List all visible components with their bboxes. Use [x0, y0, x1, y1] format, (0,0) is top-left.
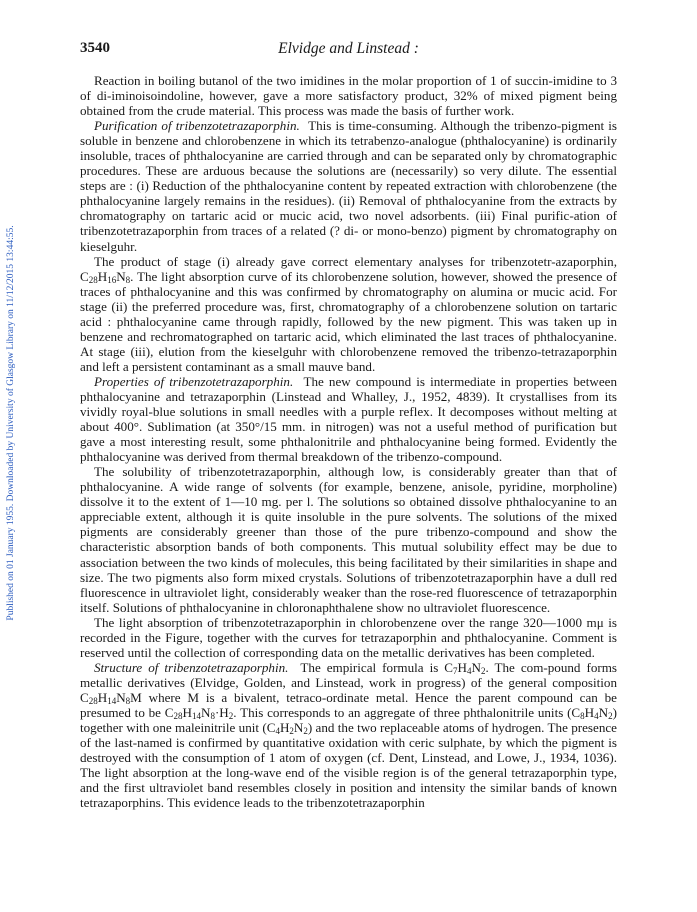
paragraph-3: The product of stage (i) already gave correct elementary analyses for tribenzotetr-azaporphin, $C_{28}H_{16}N_8$. The light absorption curve of its chlorobenzene solution, however, showed the presence of traces of phthalocyanine and this was confirmed by chromatography on alumina or mucic acid. For stage (ii) the preferred procedure was, first, chromatography of a chlorobenzene solution on tartaric acid : phthalocyanine came through rapidly, followed by the new pigment. This was taken up in benzene and rechromatographed on tartaric acid, which eliminated the last traces of phthalocyanine. At stage (iii), elution from the kieselguhr with chlorobenzene removed the tribenzo-tetrazaporphin and left a persistent contaminant as a small mauve band. — [80, 253, 617, 374]
page-header — [80, 40, 617, 60]
section-heading: Structure of tribenzotetrazaporphin. — [94, 659, 289, 675]
paragraph-1: Reaction in boiling butanol of the two imidines in the molar proportion of 1 of succin-imidine to 3 of di-iminoisoindoline, however, gave a more satisfactory product, 32% of mixed pigment being obtained from the crude material. This process was made the basis of further work. — [80, 73, 617, 119]
paragraph-6: The light absorption of tribenzotetrazaporphin in chlorobenzene over the range 320—1000 mμ is recorded in the Figure, together with the curves for tetrazaporphin and phthalocyanine. Comment is reserved until the collection of corresponding data on the metallic derivatives has been completed. — [80, 614, 617, 660]
section-heading: Properties of tribenzotetrazaporphin. — [94, 373, 294, 389]
download-watermark — [2, 95, 20, 750]
paragraph-7: Structure of tribenzotetrazaporphin. The empirical formula is $C_7H_4N_2$. The com-pound forms metallic derivatives (Elvidge, Golden, and Linstead, work in progress) of the general composition $C_{28}H_{14}N_8M$ where M is a bivalent, tetraco-ordinate metal. Hence the parent compound can be presumed to be $C_{28}H_{14}N_8\cdot H_2$. This corresponds to an aggregate of three phthalonitrile units $(C_8H_4N_2)$ together with one maleinitrile unit $(C_4H_2N_2)$ and the two replaceable atoms of hydrogen. The presence of the last-named is confirmed by quantitative oxidation with ceric sulphate, by which the pigment is destroyed with the consumption of 1 atom of oxygen (cf. Dent, Linstead, and Lowe, J., 1934, 1036). The light absorption at the long-wave end of the visible region is of the general tetrazaporphin type, and the first ultraviolet band resembles closely in position and intensity the similar bands of known tetrazaporphins. This evidence leads to the tribenzotetrazaporphin — [80, 659, 618, 811]
article-body — [80, 73, 617, 810]
download-watermark-text: Published on 01 January 1955. Downloaded by University of Glasgow Library on 11/12/2015 13:44:55. — [6, 224, 16, 621]
running-title: Elvidge and Linstead : — [278, 40, 419, 57]
paragraph-5: The solubility of tribenzotetrazaporphin, although low, is considerably greater than that of phthalocyanine. A wide range of solvents (for example, benzene, anisole, pyridine, morpholine) dissolve it to the extent of 1—10 mg. per l. The solutions so obtained dissolve phthalocyanine to an appreciable extent, although it is quite insoluble in the pure solvents. The solutions of the mixed pigments are considerably greener than those of the pure tribenzo-compound and show the characteristic absorption bands of both components. This mutual solubility effect may be due to association between the two kinds of molecules, this being facilitated by their similarities in shape and size. The two pigments also form mixed crystals. Solutions of tribenzotetrazaporphin have a dull red fluorescence in ultraviolet light, considerably weaker than the rose-red fluorescence of tetrazaporphin itself. Solutions of phthalocyanine in chloronaphthalene show no ultraviolet fluorescence. — [80, 464, 617, 615]
paragraph-2: Purification of tribenzotetrazaporphin. This is time-consuming. Although the tribenzo-pigment is soluble in benzene and chlorobenzene in which its tetrabenzo-analogue (phthalocyanine) is ordinarily insoluble, traces of phthalocyanine are carried through and can be separated only by chromatographic procedures. These are arduous because the solutions are (necessarily) so very dilute. The essential steps are : (i) Reduction of the phthalocyanine content by repeated extraction with chlorobenzene (the phthalocyanine largely remains in the residues). (ii) Removal of phthalocyanine from the extracts by chromatography on tartaric acid or mucic acid, two novel adsorbents. (iii) Final purific-ation of tribenzotetrazaporphin from traces of a related (? di- or mono-benzo) pigment by chromatography on kieselguhr. — [80, 118, 618, 254]
paragraph-4: Properties of tribenzotetrazaporphin. The new compound is intermediate in properties between phthalocyanine and tetrazaporphin (Linstead and Whalley, J., 1952, 4839). It crystallises from its vividly royal-blue solutions in small needles with a purple reflex. It decomposes without melting at about 400°. Sublimation (at 350°/15 mm. in nitrogen) was not a useful method of purification but gave a most interesting result, some phthalonitrile and phthalocyanine being formed. Evidently the phthalocyanine was derived from thermal breakdown of the tribenzo-compound. — [80, 373, 617, 465]
page-number: 3540 — [80, 40, 110, 56]
section-heading: Purification of tribenzotetrazaporphin. — [94, 118, 300, 134]
